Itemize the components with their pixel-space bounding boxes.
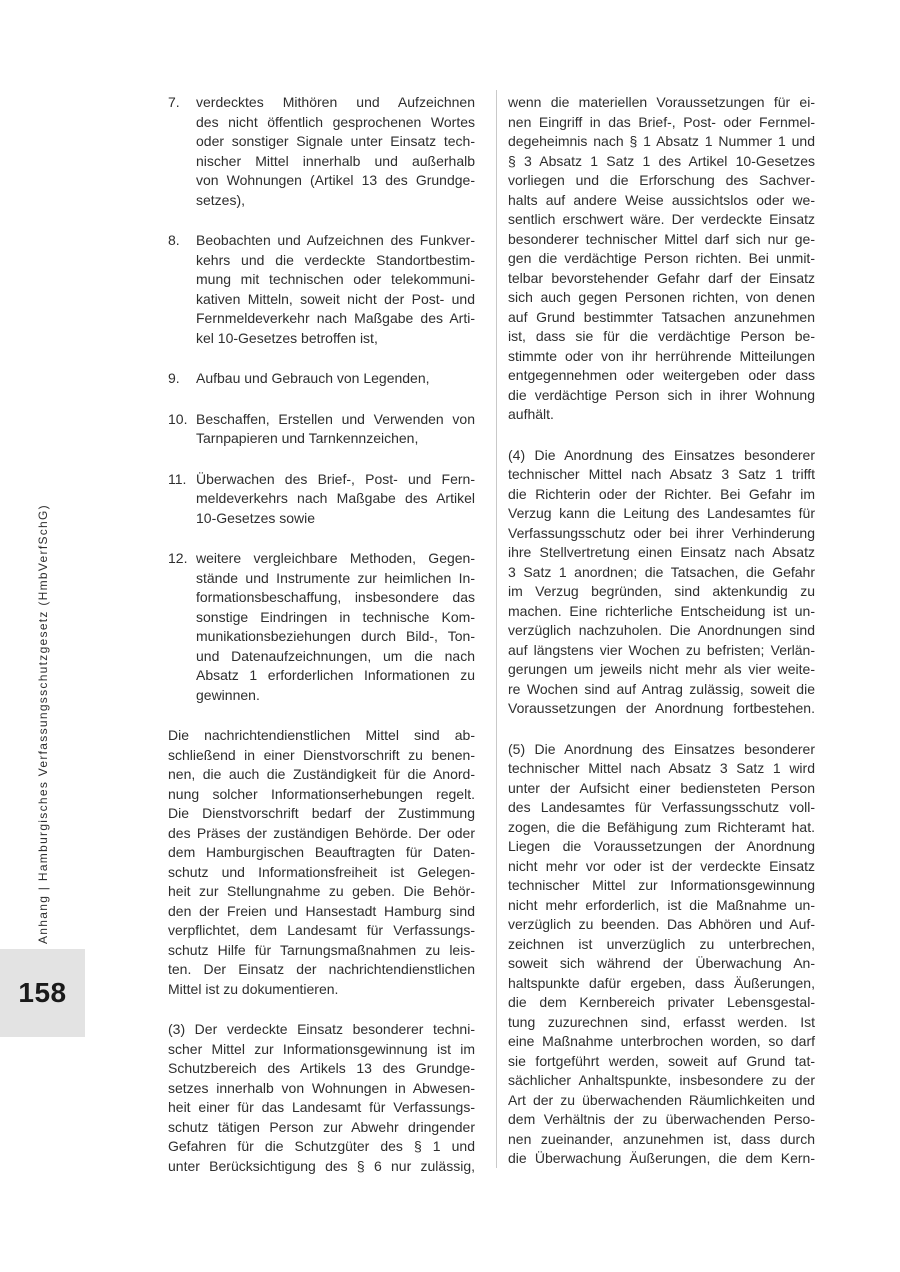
list-item-10 <box>168 410 475 449</box>
text-line: meldeverkehrs nach Maßgabe des Artikel <box>196 490 475 506</box>
text-line: heit zur Stellungnahme zu geben. Die Behör- <box>168 883 475 899</box>
text-line: gerungen um jeweils nicht mehr als vier weite- <box>508 661 815 677</box>
text-line: unter Berücksichtigung des § 6 nur zulässig, <box>168 1157 475 1174</box>
block-lines <box>196 369 475 389</box>
text-line: schutz und Informationsfreiheit ist Gelegen- <box>168 863 475 880</box>
text-line: Beobachten und Aufzeichnen des Funkver- <box>196 232 475 248</box>
text-line: Tarnpapieren und Tarnkennzeichen, <box>196 430 419 446</box>
text-line: Aufbau und Gebrauch von Legenden, <box>196 370 430 386</box>
list-marker: 11. <box>168 470 187 487</box>
text-line: verzüglich nachzuholen. Die Anordnungen sind <box>508 622 815 638</box>
text-line: haltspunkte dafür ergeben, dass Äußerungen, <box>508 974 815 991</box>
text-line: telbar bevorstehender Gefahr darf der Einsatz <box>508 269 815 286</box>
text-line: sächlicher Anhaltspunkte, insbesondere zu der <box>508 1072 815 1088</box>
text-line: die dem Kernbereich privater Lebensgestal- <box>508 994 815 1010</box>
list-marker: 10. <box>168 410 188 427</box>
text-line: halts auf andere Weise aussichtslos oder we- <box>508 191 815 208</box>
text-line: verdecktes Mithören und Aufzeichnen <box>196 94 475 110</box>
text-line: des Landesamtes für Verfassungsschutz voll- <box>508 799 815 815</box>
paragraph <box>508 446 815 719</box>
text-line: kel 10-Gesetzes betroffen ist, <box>196 329 378 346</box>
text-line: ten. Der Einsatz der nachrichtendienstlichen <box>168 961 475 977</box>
text-line: entgegennehmen oder weitergeben oder dass <box>508 367 815 383</box>
text-line: Absatz 1 erforderlichen Informationen zu <box>196 667 475 683</box>
text-line: formationsbeschaffung, insbesondere das <box>196 589 475 605</box>
block-lines <box>196 410 475 449</box>
text-line: (3) Der verdeckte Einsatz besonderer techni- <box>168 1021 475 1037</box>
text-line: vorliegen und die Erforschung des Sachver- <box>508 172 815 188</box>
text-line: nicht mehr erforderlich, ist die Maßnahme un- <box>508 896 815 913</box>
text-line: technischer Mittel zur Informationsgewinnung <box>508 877 815 893</box>
text-line: nen, die auch die Zuständigkeit für die Anord- <box>168 766 475 782</box>
text-line: des nicht öffentlich gesprochenen Wortes <box>196 113 475 130</box>
text-line: im Verzug begründen, sind aktenkundig zu <box>508 583 815 599</box>
column-divider <box>496 90 497 1168</box>
text-line: Fernmeldeverkehr nach Maßgabe des Arti- <box>196 310 475 326</box>
text-line: nen zueinander, anzunehmen ist, dass durch <box>508 1130 815 1147</box>
text-line: schutz Hilfe für Tarnungsmaßnahmen zu leis- <box>168 941 475 958</box>
text-line: ist, dass sie für die verdächtige Person be- <box>508 328 815 344</box>
list-marker: 7. <box>168 94 180 110</box>
text-line: auf längstens vier Wochen zu befristen; Verlän- <box>508 641 815 658</box>
text-line: zogen, die die Befähigung zum Richteramt hat. <box>508 818 815 835</box>
text-line: setzes), <box>196 191 246 208</box>
list-marker: 9. <box>168 370 180 386</box>
text-line: schutz tätigen Person zur Abwehr dringender <box>168 1118 475 1135</box>
text-line: Liegen die Voraussetzungen der Anordnung <box>508 838 815 854</box>
text-line: eine Maßnahme unterbrochen worden, so darf <box>508 1033 815 1049</box>
text-line: Gefahren für die Schutzgüter des § 1 und <box>168 1138 475 1154</box>
block-lines <box>508 446 815 719</box>
paragraph <box>508 740 815 1169</box>
text-line: nischer Mittel innerhalb und außerhalb <box>196 152 475 169</box>
text-line: heit einer für das Landesamt für Verfassungs- <box>168 1099 475 1115</box>
list-item-12 <box>168 549 475 705</box>
block-lines <box>508 740 815 1169</box>
text-line: degeheimnis nach § 1 Absatz 1 Nummer 1 und <box>508 133 815 149</box>
text-line: gen die verdächtige Person richten. Bei unmit- <box>508 250 815 266</box>
text-line: wenn die materiellen Voraussetzungen für ei- <box>508 94 815 110</box>
text-line: dem Hamburgischen Beauftragten für Daten- <box>168 844 475 860</box>
block-lines <box>196 231 475 348</box>
text-line: mung mit technischen oder telekommuni- <box>196 271 475 287</box>
text-line: sonstige Eindringen in technische Kom- <box>196 608 475 625</box>
text-line: nung solcher Informationserhebungen regelt. <box>168 785 475 802</box>
text-line: kativen Mitteln, soweit nicht der Post- und <box>196 290 475 307</box>
block-lines <box>196 549 475 705</box>
text-line: auf Grund bestimmter Tatsachen anzunehmen <box>508 308 815 325</box>
text-line: Art der zu überwachenden Räumlichkeiten und <box>508 1091 815 1108</box>
text-line: sentlich erschwert wäre. Der verdeckte Einsatz <box>508 211 815 227</box>
left-text-column <box>168 93 475 1176</box>
list-item-7 <box>168 93 475 210</box>
text-line: die Richterin oder der Richter. Bei Gefahr im <box>508 485 815 502</box>
text-line: tung zuzurechnen sind, erfasst werden. Ist <box>508 1013 815 1030</box>
text-line: machen. Eine richterliche Entscheidung ist un- <box>508 602 815 619</box>
right-text-column <box>508 93 815 1169</box>
text-line: dem Verhältnis der zu überwachenden Perso- <box>508 1111 815 1127</box>
text-line: (4) Die Anordnung des Einsatzes besonderer <box>508 446 815 463</box>
text-line: verzüglich zu beenden. Das Abhören und Auf- <box>508 916 815 932</box>
text-line: Die Dienstvorschrift bedarf der Zustimmung <box>168 805 475 821</box>
text-line: verpflichtet, dem Landesamt für Verfassungs- <box>168 922 475 938</box>
text-line: § 3 Absatz 1 Satz 1 des Artikel 10-Gesetzes <box>508 152 815 169</box>
block-lines <box>508 93 815 425</box>
text-line: scher Mittel zur Informationsgewinnung ist im <box>168 1040 475 1057</box>
text-line: gewinnen. <box>196 686 260 703</box>
block-lines <box>196 470 475 529</box>
text-line: die Überwachung Äußerungen, die dem Kern- <box>508 1150 815 1166</box>
list-item-11 <box>168 470 475 529</box>
text-line: 3 Satz 1 anordnen; die Tatsachen, die Gefahr <box>508 563 815 580</box>
text-line: stände und Instrumente zur heimlichen In- <box>196 569 475 586</box>
text-line: Die nachrichtendienstlichen Mittel sind ab- <box>168 727 475 743</box>
list-marker: 8. <box>168 232 180 248</box>
text-line: den der Freien und Hansestadt Hamburg sind <box>168 902 475 919</box>
text-line: Schutzbereich des Artikels 13 des Grundge- <box>168 1060 475 1076</box>
text-line: nen Eingriff in das Brief-, Post- oder Fernmel- <box>508 113 815 130</box>
text-line: stimmte oder von ihr herrührende Mitteilungen <box>508 347 815 364</box>
sidebar-vertical-label: Anhang | Hamburgisches Verfassungsschutzgesetz (HmbVerfSchG) <box>36 504 50 944</box>
paragraph <box>168 1020 475 1176</box>
list-item-8 <box>168 231 475 348</box>
text-line: kehrs und die verdeckte Standortbestim- <box>196 251 475 268</box>
text-line: Voraussetzungen der Anordnung fortbestehen. <box>508 700 815 716</box>
text-line: von Wohnungen (Artikel 13 des Grundge- <box>196 172 475 188</box>
text-line: re Wochen sind auf Antrag zulässig, soweit die <box>508 680 815 697</box>
block-lines <box>168 1020 475 1176</box>
text-line: nicht mehr vor oder ist der verdeckte Einsatz <box>508 857 815 874</box>
text-line: Beschaffen, Erstellen und Verwenden von <box>196 410 475 427</box>
text-line: weitere vergleichbare Methoden, Gegen- <box>196 550 475 566</box>
paragraph <box>508 93 815 425</box>
text-line: munikationsbeziehungen durch Bild-, Ton- <box>196 628 475 644</box>
text-line: des Präses der zuständigen Behörde. Der oder <box>168 824 475 841</box>
text-line: zeichnen ist unverzüglich zu unterbrechen, <box>508 935 815 952</box>
text-line: und Datenaufzeichnungen, um die nach <box>196 647 475 664</box>
page-number: 158 <box>18 977 67 1008</box>
text-line: sich auch gegen Personen richten, von denen <box>508 289 815 305</box>
text-line: schließend in einer Dienstvorschrift zu benen- <box>168 746 475 763</box>
text-line: aufhält. <box>508 406 554 422</box>
page-number-box <box>0 949 85 1037</box>
text-line: setzes innerhalb von Wohnungen in Abwesen- <box>168 1079 475 1096</box>
text-line: ihre Stellvertretung einen Einsatz nach Absatz <box>508 544 815 560</box>
list-marker: 12. <box>168 550 188 566</box>
text-line: Mittel ist zu dokumentieren. <box>168 980 339 997</box>
text-line: Verfassungsschutz oder bei ihrer Verhinderung <box>508 524 815 541</box>
text-line: Verzug kann die Leitung des Landesamtes für <box>508 505 815 521</box>
paragraph <box>168 726 475 999</box>
block-lines <box>196 93 475 210</box>
text-line: oder sonstiger Signale unter Einsatz tech- <box>196 133 475 149</box>
text-line: (5) Die Anordnung des Einsatzes besonderer <box>508 740 815 757</box>
text-line: die verdächtige Person sich in ihrer Wohnung <box>508 386 815 403</box>
text-line: sie fortgeführt werden, soweit auf Grund tat- <box>508 1052 815 1069</box>
text-line: technischer Mittel nach Absatz 3 Satz 1 trifft <box>508 466 815 482</box>
text-line: 10-Gesetzes sowie <box>196 509 316 526</box>
text-line: Überwachen des Brief-, Post- und Fern- <box>196 470 475 487</box>
text-line: soweit sich während der Überwachung An- <box>508 955 815 971</box>
block-lines <box>168 726 475 999</box>
list-item-9 <box>168 369 475 389</box>
text-line: technischer Mittel nach Absatz 3 Satz 1 wird <box>508 760 815 776</box>
text-line: unter der Aufsicht einer bediensteten Person <box>508 779 815 796</box>
text-line: besonderer technischer Mittel darf sich nur ge- <box>508 230 815 247</box>
